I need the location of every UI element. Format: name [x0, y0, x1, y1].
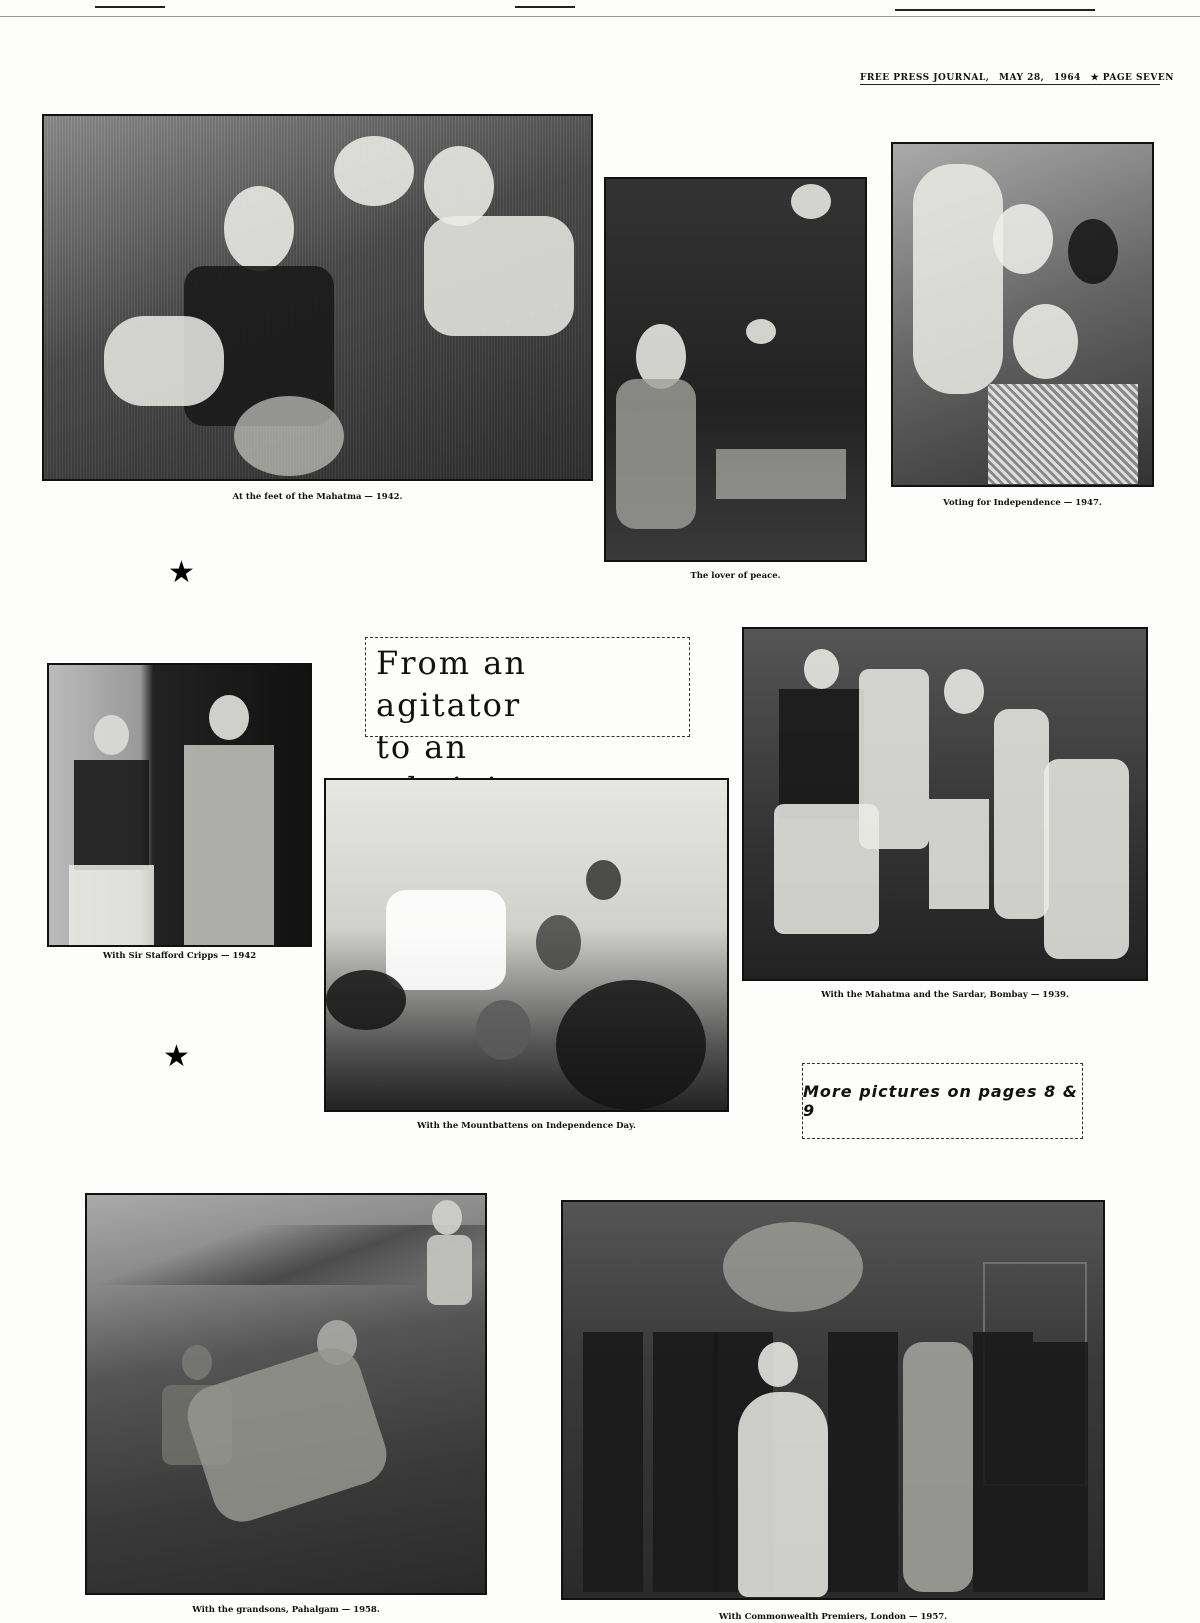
- caption-grandsons-1958: With the grandsons, Pahalgam — 1958.: [192, 1605, 380, 1615]
- star-ornament: ★: [163, 1039, 190, 1074]
- scan-edge: [0, 16, 1200, 17]
- scan-mark: [895, 9, 1095, 11]
- photo-lover-of-peace: [604, 177, 867, 562]
- masthead-paper: FREE PRESS JOURNAL,: [860, 73, 990, 83]
- photo-mahatma-sardar-1939: [742, 627, 1148, 981]
- scan-mark: [95, 6, 165, 8]
- photo-cripps-1942: [47, 663, 312, 947]
- masthead: [860, 73, 1174, 85]
- caption-commonwealth-1957: With Commonwealth Premiers, London — 1957.: [718, 1612, 948, 1622]
- masthead-year: 1964: [1053, 73, 1081, 83]
- caption-cripps-1942: With Sir Stafford Cripps — 1942: [102, 951, 257, 961]
- caption-voting-1947: Voting for Independence — 1947.: [943, 498, 1102, 508]
- photo-mahatma-1942: [42, 114, 593, 481]
- photo-voting-1947: [891, 142, 1154, 487]
- caption-lover-of-peace: The lover of peace.: [690, 571, 781, 581]
- photo-mountbattens: [324, 778, 729, 1112]
- headline-box: [365, 637, 690, 766]
- caption-mahatma-sardar-1939: With the Mahatma and the Sardar, Bombay — 1939.: [821, 990, 1069, 1000]
- headline-line-1: From an agitator: [376, 644, 527, 724]
- photo-commonwealth-1957: [561, 1200, 1105, 1600]
- star-ornament: ★: [168, 555, 195, 590]
- scan-mark: [515, 6, 575, 8]
- more-pictures-box: More pictures on pages 8 & 9: [802, 1063, 1083, 1139]
- caption-mahatma-1942: At the feet of the Mahatma — 1942.: [232, 492, 403, 502]
- headline-line-2: to an: [376, 728, 468, 766]
- masthead-date: MAY 28,: [999, 73, 1045, 83]
- caption-mountbattens: With the Mountbattens on Independence Day.: [417, 1121, 636, 1131]
- photo-grandsons-1958: [85, 1193, 487, 1595]
- masthead-page: ★ PAGE SEVEN: [1090, 73, 1174, 83]
